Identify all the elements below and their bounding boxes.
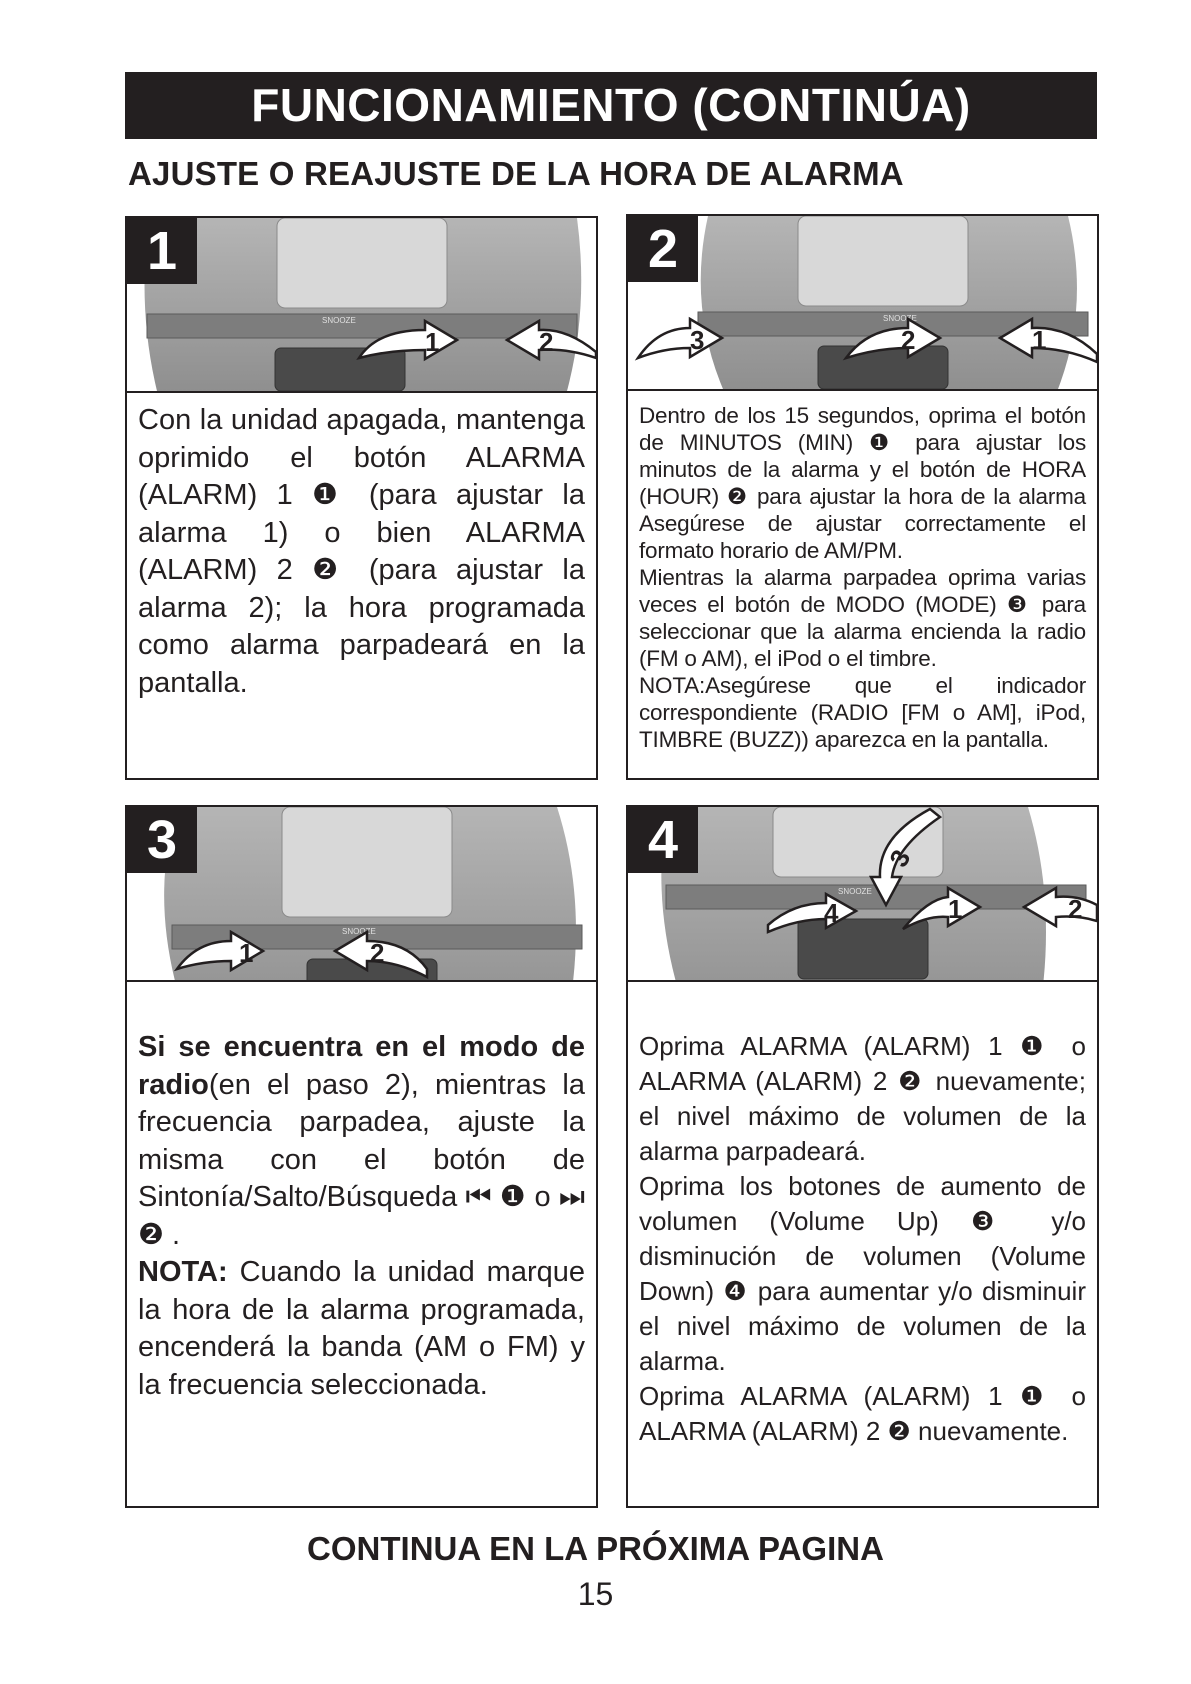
step-number: 4: [628, 807, 698, 873]
step-3-text: [138, 1029, 585, 1404]
step-4-paragraph: Oprima los botones de aumento de volumen (Volume Up) ❸ y/o disminución de volumen (Volume Down) ❹ para aumentar y/o disminuir el nivel máximo de volumen de la alarma.: [639, 1171, 1086, 1376]
step-panel-4: [626, 805, 1099, 1508]
arrow-2-number: 2: [901, 325, 916, 355]
step-2-text: [639, 402, 1086, 753]
continue-notice: CONTINUA EN LA PRÓXIMA PAGINA: [307, 1530, 884, 1567]
arrow-1-number: 1: [948, 894, 963, 924]
snooze-label: SNOOZE: [883, 314, 917, 323]
arrow-2-number: 2: [1068, 894, 1083, 924]
arrow-1-number: 1: [239, 938, 254, 968]
display-screen: [818, 346, 948, 389]
step-2-note: NOTA:Asegúrese que el indicador correspondiente (RADIO [FM o AM], iPod, TIMBRE (BUZZ)) aparezca en la pantalla.: [639, 673, 1086, 752]
step-number: 1: [127, 218, 197, 284]
step-2-paragraph: Dentro de los 15 segundos, oprima el botón de MINUTOS (MIN) ❶ para ajustar los minutos de la alarma y el botón de HORA (HOUR) ❷ para ajustar la hora de la alarma Asegúrese de ajustar correctamente el formato horario de AM/PM.: [639, 403, 1086, 563]
radio-mode-lead: Si se encuentra en el modo de radio: [138, 1031, 585, 1101]
step-4-paragraph: Oprima ALARMA (ALARM) 1 ❶ o ALARMA (ALARM) 2 ❷ nuevamente.: [639, 1381, 1086, 1446]
page-number: 15: [577, 1576, 614, 1612]
step-3-paragraph: [138, 1029, 585, 1254]
step-4-paragraph: Oprima ALARMA (ALARM) 1 ❶ o ALARMA (ALARM) 2 ❷ nuevamente; el nivel máximo de volumen de la alarma parpadeará.: [639, 1031, 1086, 1166]
radio-mode-text: (en el paso 2), mientras la frecuencia parpadea, ajuste la misma con el botón de Sintonía/Salto/Búsqueda ⏮ ❶ o ⏭ ❷ .: [138, 1068, 585, 1251]
step-1-text: [138, 402, 585, 702]
arrow-1-number: 1: [425, 327, 440, 357]
snooze-label: SNOOZE: [342, 927, 376, 936]
page-title-banner: FUNCIONAMIENTO (CONTINÚA): [125, 72, 1097, 139]
step-4-illustration: [628, 807, 1097, 982]
arrow-4-number: 4: [824, 898, 839, 928]
note-text: Cuando la unidad marque la hora de la alarma programada, encenderá la banda (AM o FM) y la frecuencia seleccionada.: [138, 1256, 585, 1401]
step-2-paragraph: Mientras la alarma parpadea oprima varias veces el botón de MODO (MODE) ❸ para seleccionar que la alarma encienda la radio (FM o AM), el iPod o el timbre.: [639, 565, 1086, 671]
snooze-label: SNOOZE: [838, 887, 872, 896]
step-2-illustration: [628, 216, 1097, 391]
ipod-dock: [798, 216, 968, 306]
step-3-illustration: [127, 807, 596, 982]
arrow-2-number: 2: [539, 327, 554, 357]
step-number: 2: [628, 216, 698, 282]
snooze-label: SNOOZE: [322, 316, 356, 325]
display-screen: [798, 919, 928, 979]
control-strip: [147, 314, 577, 338]
note-label: NOTA:: [138, 1256, 228, 1288]
step-panel-3: [125, 805, 598, 1508]
arrow-3-number: 3: [883, 844, 917, 872]
ipod-dock: [282, 807, 452, 917]
ipod-dock: [277, 218, 447, 308]
step-4-text: [639, 1029, 1086, 1449]
arrow-3-number: 3: [690, 325, 705, 355]
step-3-note: [138, 1254, 585, 1404]
step-1-paragraph: Con la unidad apagada, mantenga oprimido el botón ALARMA (ALARM) 1 ❶ (para ajustar la alarma 1) o bien ALARMA (ALARM) 2 ❷ (para ajustar la alarma 2); la hora programada como alarma parpadeará en la pantalla.: [138, 404, 585, 699]
step-panel-1: [125, 216, 598, 780]
arrow-2-number: 2: [370, 938, 385, 968]
step-panel-2: [626, 214, 1099, 780]
step-1-illustration: [127, 218, 596, 393]
step-number: 3: [127, 807, 197, 873]
arrow-1-number: 1: [1032, 325, 1047, 355]
section-title: AJUSTE O REAJUSTE DE LA HORA DE ALARMA: [128, 155, 904, 192]
display-screen: [275, 348, 405, 391]
